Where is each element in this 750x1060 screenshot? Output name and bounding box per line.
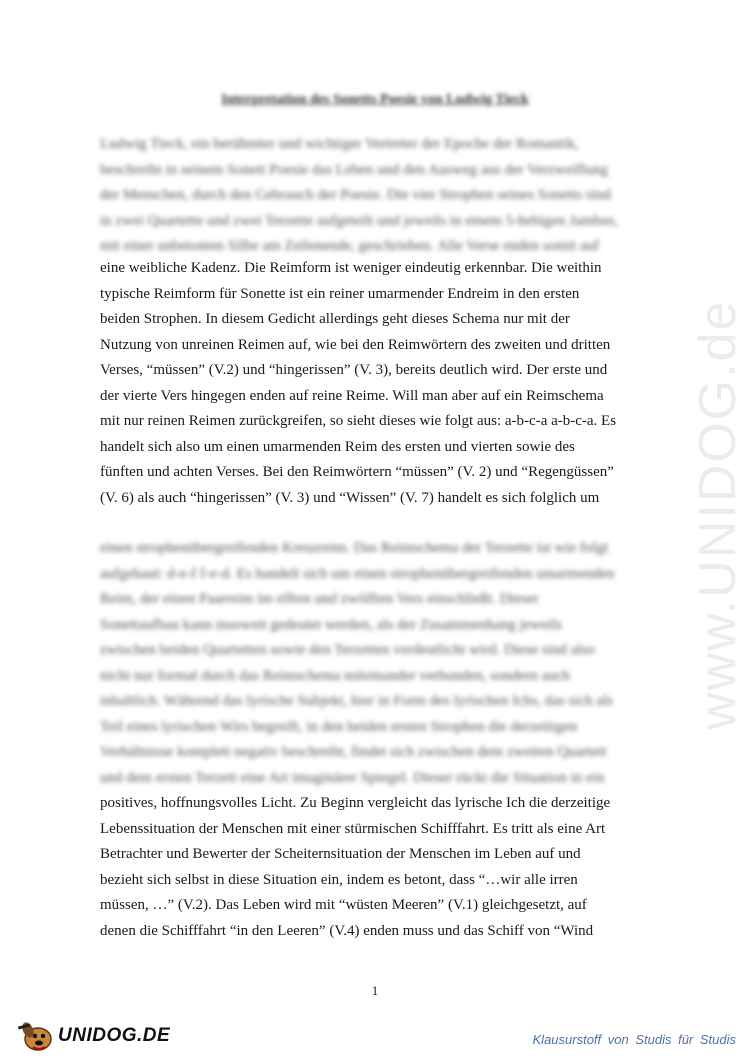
text-line: Sonettaufbau kann insoweit gedeutet werden, als der Zusammenhang jeweils <box>100 616 562 633</box>
text-line: inhaltlich. Während das lyrische Subjekt, hier in Form des lyrischen Ichs, das sich als <box>100 693 613 709</box>
text-line: Verhältnisse komplett negativ beschreibt, findet sich zwischen dem zweiten Quartett <box>100 744 607 760</box>
text-line: in zwei Quartette und zwei Terzette aufgeteilt und jeweils in einem 5-hebigen Jambus, <box>100 212 619 229</box>
dog-mascot-icon <box>16 1019 56 1053</box>
text-line: aufgebaut: d-e-f f-e-d. Es handelt sich um einen strophenübergreifenden umarmenden <box>100 565 615 582</box>
text-line: nicht nur formal durch das Reimschema miteinander verbunden, sondern auch <box>100 667 570 684</box>
text-line: denen die Schifffahrt “in den Leeren” (V.4) enden muss und das Schiff von “Wind <box>100 922 594 939</box>
text-line: Nutzung von unreinen Reimen auf, wie bei den Reimwörtern des zweiten und dritten <box>100 336 611 353</box>
footer-tagline: Klausurstoff von Studis für Studis <box>532 1032 736 1047</box>
text-line: fünften und achten Verses. Bei den Reimwörtern “müssen” (V. 2) und “Regengüssen” <box>100 464 614 480</box>
text-line: positives, hoffnungsvolles Licht. Zu Beginn vergleicht das lyrische Ich die derzeitige <box>100 795 611 811</box>
text-line: Reim, der einen Paarreim im elften und zwölften Vers einschließt. Dieser <box>100 591 539 607</box>
text-line: typische Reimform für Sonette ist ein reiner umarmender Endreim in den ersten <box>100 285 580 302</box>
blurred-intro-paragraph <box>100 132 660 260</box>
logo-text: UNIDOG.DE <box>58 1025 171 1046</box>
text-line: müssen, …” (V.2). Das Leben wird mit “wüsten Meeren” (V.1) gleichgesetzt, auf <box>100 897 587 913</box>
text-line: Betrachter und Bewerter der Scheiternsituation der Menschen im Leben auf und <box>100 846 581 862</box>
visible-paragraph-2 <box>100 791 660 944</box>
unidog-logo <box>16 1018 170 1054</box>
text-line: Lebenssituation der Menschen mit einer stürmischen Schifffahrt. Es tritt als eine Art <box>100 820 606 837</box>
text-line: beschreibt in seinem Sonett Poesie das Leben und den Ausweg aus der Verzweiflung <box>100 161 608 178</box>
text-line: und dem ersten Terzett eine Art imaginärer Spiegel. Dieser rückt die Situation in ein <box>100 769 605 786</box>
page-number: 1 <box>371 983 379 998</box>
document-title: Interpretation des Sonetts Poesie von Ludwig Tieck <box>221 92 529 107</box>
text-line: einen strophenübergreifenden Kreuzreim. Das Reimschema der Terzette ist wie folgt <box>100 540 609 556</box>
watermark: www.UNIDOG.de <box>689 299 747 730</box>
text-line: (V. 6) als auch “hingerissen” (V. 3) und “Wissen” (V. 7) handelt es sich folglich um <box>100 489 600 506</box>
text-line: bezieht sich selbst in diese Situation ein, indem es betont, dass “…wir alle irren <box>100 871 578 888</box>
text-line: zwischen beiden Quartetten sowie den Terzetten verdeutlicht wird. Diese sind also <box>100 642 595 658</box>
text-line: mit einer unbetonten Silbe am Zeilenende, geschrieben. Alle Verse enden somit auf <box>100 238 600 254</box>
text-line: beiden Strophen. In diesem Gedicht allerdings geht dieses Schema nur mit der <box>100 311 570 327</box>
text-line: Ludwig Tieck, ein berühmter und wichtiger Vertreter der Epoche der Romantik, <box>100 136 579 152</box>
text-line: handelt sich also um einen umarmenden Reim des ersten und vierten sowie des <box>100 438 575 455</box>
visible-paragraph-1 <box>100 256 660 511</box>
text-line: eine weibliche Kadenz. Die Reimform ist weniger eindeutig erkennbar. Die weithin <box>100 260 602 276</box>
text-line: der vierte Vers hingegen enden auf reine Reime. Will man aber auf ein Reimschema <box>100 387 604 404</box>
blurred-middle-paragraph <box>100 536 660 791</box>
text-line: Verses, “müssen” (V.2) und “hingerissen” (V. 3), bereits deutlich wird. Der erste und <box>100 362 608 378</box>
text-line: mit nur reinen Reimen zurückgreifen, so sieht dieses wie folgt aus: a-b-c-a a-b-c-a. Es <box>100 413 617 429</box>
text-line: der Menschen, durch den Gebrauch der Poesie. Die vier Strophen seines Sonetts sind <box>100 187 611 203</box>
text-line: Teil eines lyrischen Wirs begreift, in den beiden ersten Strophen die derzeitigen <box>100 718 578 735</box>
